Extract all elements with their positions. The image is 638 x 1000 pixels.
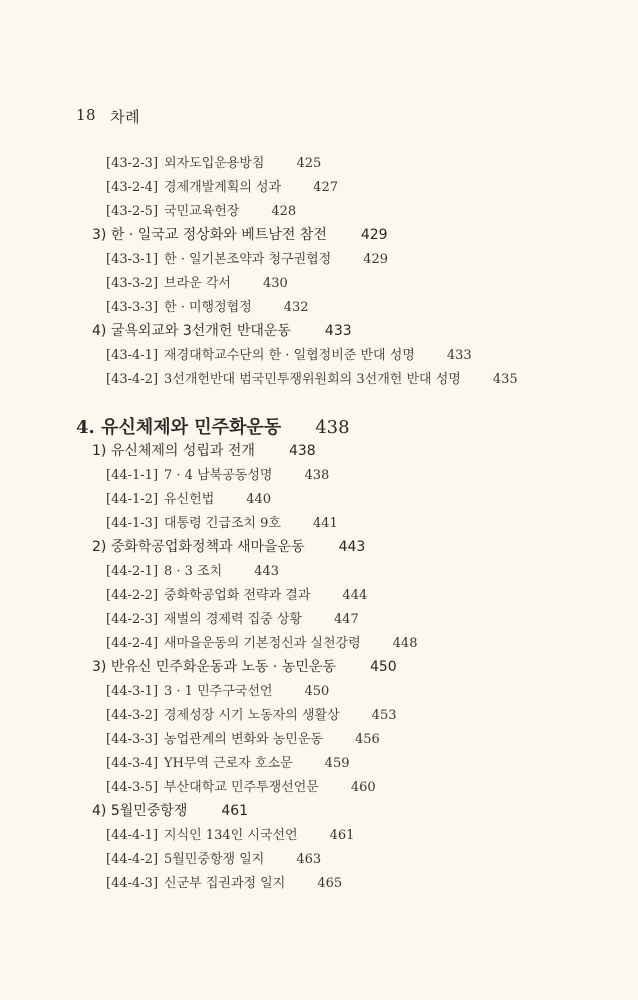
toc-entry	[106, 512, 338, 531]
toc-entry	[106, 752, 350, 771]
toc-entry	[106, 344, 472, 363]
toc-entry-code: [44-3-3]	[106, 732, 159, 747]
toc-page-number: 429	[363, 252, 389, 267]
toc-entry	[106, 776, 376, 795]
toc-entry	[106, 296, 309, 315]
toc-entry-code: [44-3-2]	[106, 708, 159, 723]
toc-chapter	[76, 413, 350, 439]
toc-entry-code: [43-2-4]	[106, 180, 159, 195]
toc-entry-code: [44-4-3]	[106, 876, 159, 891]
toc-page-number: 461	[329, 828, 355, 843]
toc-page-number: 450	[369, 659, 397, 675]
toc-page-number: 465	[317, 876, 343, 891]
toc-entry-title: 8 · 3 조치	[164, 564, 223, 579]
toc-entry	[106, 824, 354, 843]
toc-entry	[106, 248, 388, 267]
toc-entry-code: [43-4-1]	[106, 348, 159, 363]
toc-entry-title: 지식인 134인 시국선언	[164, 828, 298, 843]
toc-entry-title: 새마을운동의 기본정신과 실천강령	[164, 636, 361, 651]
toc-entry-code: [44-3-4]	[106, 756, 159, 771]
toc-entry-title: 경제성장 시기 노동자의 생활상	[164, 708, 340, 723]
toc-page-number: 428	[271, 204, 297, 219]
toc-entry	[106, 464, 329, 483]
toc-entry	[106, 488, 271, 507]
toc-page-number: 443	[338, 539, 366, 555]
toc-entry-code: [44-3-5]	[106, 780, 159, 795]
toc-entry-title: 브라운 각서	[164, 276, 231, 291]
toc-entry-code: [44-2-2]	[106, 588, 159, 603]
toc-page-number: 453	[371, 708, 397, 723]
toc-entry-title: 재벌의 경제력 집중 상황	[164, 612, 302, 627]
toc-entry-code: [44-2-4]	[106, 636, 159, 651]
toc-entry-code: [44-4-2]	[106, 852, 159, 867]
toc-entry	[106, 368, 518, 387]
toc-entry-code: [43-4-2]	[106, 372, 159, 387]
toc-entry-code: [43-2-3]	[106, 156, 159, 171]
toc-entry-title: 4. 유신체제와 민주화운동	[76, 417, 282, 438]
toc-entry-title: 한 · 미행정협정	[164, 300, 252, 315]
toc-entry	[106, 200, 296, 219]
toc-entry-code: [44-1-3]	[106, 516, 159, 531]
toc-entry-title: 유신헌법	[164, 492, 215, 507]
toc-entry-title: 5월민중항쟁 일지	[164, 852, 265, 867]
toc-page-number: 440	[246, 492, 272, 507]
toc-page-number: 435	[492, 372, 518, 387]
toc-entry-code: [44-1-2]	[106, 492, 159, 507]
toc-entry-title: 4) 굴욕외교와 3선개헌 반대운동	[92, 323, 291, 339]
toc-entry-title: YH무역 근로자 호소문	[164, 756, 293, 771]
toc-entry-title: 대통령 긴급조치 9호	[164, 516, 282, 531]
toc-page-number: 443	[254, 564, 280, 579]
toc-entry	[106, 560, 279, 579]
toc-entry	[106, 608, 359, 627]
toc-page-number: 463	[296, 852, 322, 867]
toc-page-number: 438	[288, 443, 316, 459]
toc-entry-title: 4) 5월민중항쟁	[92, 803, 188, 819]
toc-entry-title: 경제개발계획의 성과	[164, 180, 282, 195]
toc-page-number: 459	[324, 756, 350, 771]
toc-section	[92, 224, 388, 244]
toc-entry-code: [44-4-1]	[106, 828, 159, 843]
toc-section	[92, 440, 316, 460]
toc-entry-title: 3선개헌반대 범국민투쟁위원회의 3선개헌 반대 성명	[164, 372, 461, 387]
toc-section	[92, 800, 248, 820]
toc-page-number: 444	[342, 588, 368, 603]
toc-page-number: 432	[283, 300, 309, 315]
toc-entry-title: 2) 중화학공업화정책과 새마을운동	[92, 539, 305, 555]
toc-entry-title: 신군부 집권과정 일지	[164, 876, 286, 891]
toc-entry	[106, 152, 321, 171]
toc-entry-title: 3 · 1 민주구국선언	[164, 684, 273, 699]
page-header	[76, 106, 140, 127]
toc-entry	[106, 680, 329, 699]
toc-entry-code: [43-3-3]	[106, 300, 159, 315]
toc-entry-code: [43-3-2]	[106, 276, 159, 291]
toc-page-number: 441	[313, 516, 338, 531]
toc-entry	[106, 176, 338, 195]
toc-page-number: 427	[313, 180, 338, 195]
toc-entry	[106, 584, 367, 603]
toc-page-number: 438	[304, 468, 330, 483]
toc-entry	[106, 848, 321, 867]
toc-page-number: 433	[446, 348, 472, 363]
toc-section	[92, 320, 352, 340]
toc-page-number: 460	[350, 780, 376, 795]
toc-entry	[106, 872, 342, 891]
toc-section	[92, 656, 397, 676]
header-title: 차례	[110, 108, 141, 126]
toc-entry-code: [43-3-1]	[106, 252, 159, 267]
toc-entry	[106, 728, 380, 747]
toc-entry-title: 한 · 일기본조약과 청구권협정	[164, 252, 332, 267]
toc-page-number: 461	[221, 803, 249, 819]
toc-entry-code: [44-2-3]	[106, 612, 159, 627]
toc-page-number: 450	[304, 684, 330, 699]
toc-entry-title: 3) 반유신 민주화운동과 노동 · 농민운동	[92, 659, 336, 675]
toc-entry	[106, 704, 397, 723]
toc-entry-code: [44-2-1]	[106, 564, 159, 579]
toc-entry-code: [43-2-5]	[106, 204, 159, 219]
toc-entry	[106, 272, 288, 291]
toc-entry-title: 외자도입운용방침	[164, 156, 265, 171]
toc-page-number: 429	[360, 227, 388, 243]
toc-page-number: 433	[324, 323, 352, 339]
toc-page-number: 430	[262, 276, 288, 291]
toc-entry	[106, 632, 417, 651]
toc-page-number: 447	[334, 612, 359, 627]
toc-entry-title: 1) 유신체제의 성립과 전개	[92, 443, 255, 459]
toc-entry-title: 7 · 4 남북공동성명	[164, 468, 273, 483]
toc-section	[92, 536, 365, 556]
toc-entry-code: [44-1-1]	[106, 468, 159, 483]
toc-entry-code: [44-3-1]	[106, 684, 159, 699]
toc-page-number: 425	[296, 156, 322, 171]
toc-entry-title: 중화학공업화 전략과 결과	[164, 588, 311, 603]
toc-entry-title: 국민교육헌장	[164, 204, 240, 219]
toc-entry-title: 농업관계의 변화와 농민운동	[164, 732, 323, 747]
toc-entry-title: 부산대학교 민주투쟁선언문	[164, 780, 319, 795]
toc-page-number: 448	[392, 636, 418, 651]
toc-page-number: 438	[315, 417, 350, 438]
toc-page-number: 456	[354, 732, 380, 747]
toc-entry-title: 3) 한 · 일국교 정상화와 베트남전 참전	[92, 227, 327, 243]
page-number: 18	[76, 106, 97, 124]
toc-entry-title: 재경대학교수단의 한 · 일협정비준 반대 성명	[164, 348, 415, 363]
